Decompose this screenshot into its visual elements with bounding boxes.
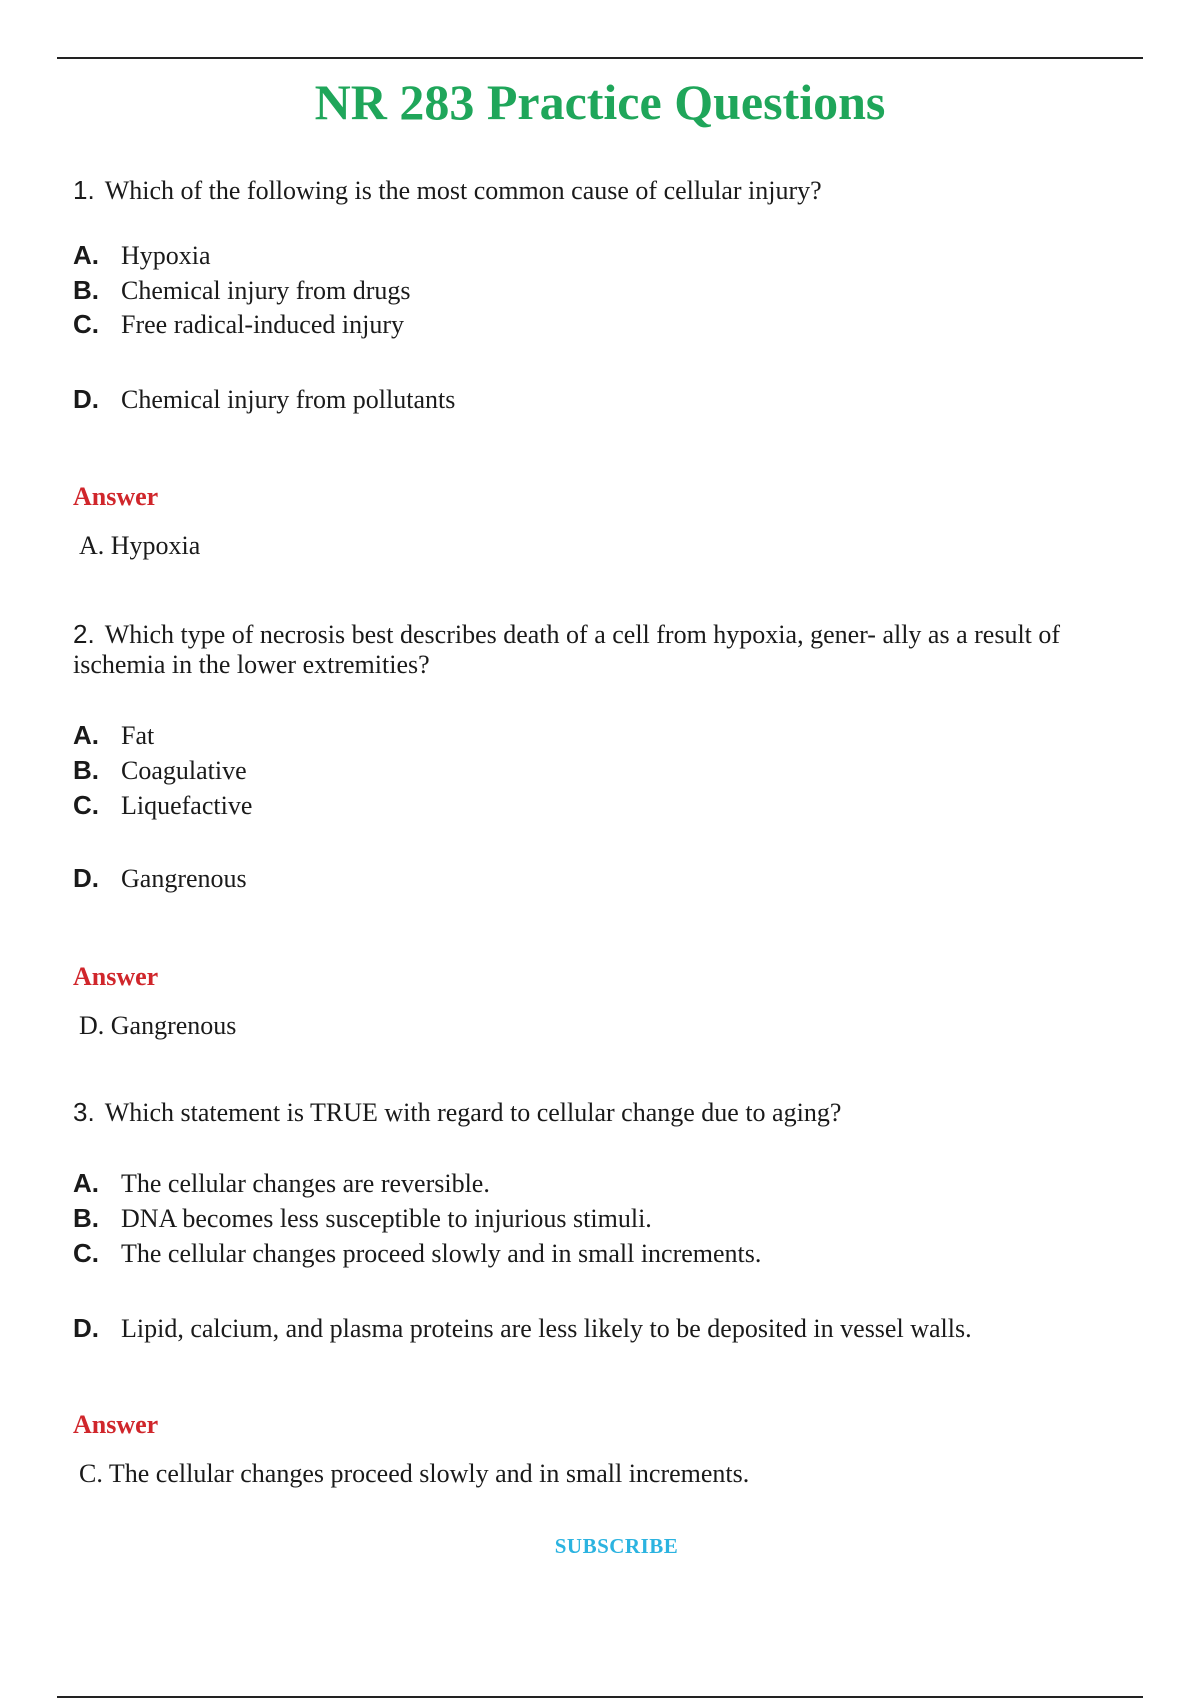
bottom-rule	[57, 1696, 1143, 1698]
question-text: Which of the following is the most common cause of cellular injury?	[104, 176, 822, 205]
option-2b	[73, 755, 247, 786]
option-1a	[73, 240, 211, 271]
option-1b	[73, 275, 411, 306]
option-letter: B.	[73, 275, 99, 305]
answer-label-1: Answer	[73, 482, 159, 511]
option-2d	[73, 863, 247, 894]
option-text: The cellular changes are reversible.	[121, 1169, 490, 1198]
answer-label-2: Answer	[73, 962, 159, 991]
option-letter: C.	[73, 309, 99, 339]
option-letter: A.	[73, 240, 99, 270]
question-text: Which statement is TRUE with regard to cellular change due to aging?	[104, 1098, 842, 1127]
option-letter: D.	[73, 863, 99, 893]
question-1	[73, 175, 1133, 206]
question-number: 3.	[73, 1097, 95, 1127]
question-3	[73, 1097, 1133, 1128]
option-3c	[73, 1238, 761, 1269]
option-text: Chemical injury from pollutants	[121, 385, 456, 414]
option-letter: C.	[73, 1238, 99, 1268]
option-text: DNA becomes less susceptible to injurious stimuli.	[121, 1204, 652, 1233]
option-text: Hypoxia	[121, 241, 211, 270]
option-text: Coagulative	[121, 756, 247, 785]
question-number: 2.	[73, 619, 95, 649]
option-3b	[73, 1203, 652, 1234]
option-text: Fat	[121, 721, 155, 750]
option-text: Liquefactive	[121, 791, 253, 820]
option-text: The cellular changes proceed slowly and in small increments.	[121, 1239, 762, 1268]
option-letter: C.	[73, 790, 99, 820]
option-letter: D.	[73, 384, 99, 414]
question-text: Which type of necrosis best describes death of a cell from hypoxia, gener- ally as a result of ischemia in the lower extremities?	[73, 620, 1061, 679]
option-text: Free radical-induced injury	[121, 310, 404, 339]
option-letter: A.	[73, 720, 99, 750]
question-2	[73, 619, 1133, 680]
option-2a	[73, 720, 154, 751]
option-3d	[73, 1313, 972, 1344]
subscribe-link[interactable]: SUBSCRIBE	[554, 1534, 679, 1558]
option-1c	[73, 309, 404, 340]
page-title: NR 283 Practice Questions	[314, 74, 886, 130]
answer-text-2: D. Gangrenous	[79, 1011, 237, 1040]
answer-label-3: Answer	[73, 1410, 159, 1439]
option-2c	[73, 790, 252, 821]
question-number: 1.	[73, 175, 95, 205]
option-text: Chemical injury from drugs	[121, 276, 411, 305]
option-letter: A.	[73, 1168, 99, 1198]
option-text: Lipid, calcium, and plasma proteins are less likely to be deposited in vessel walls.	[121, 1314, 972, 1343]
answer-text-3: C. The cellular changes proceed slowly and in small increments.	[79, 1459, 750, 1488]
option-letter: D.	[73, 1313, 99, 1343]
answer-text-1: A. Hypoxia	[79, 531, 201, 560]
option-letter: B.	[73, 755, 99, 785]
option-3a	[73, 1168, 490, 1199]
option-1d	[73, 384, 455, 415]
option-letter: B.	[73, 1203, 99, 1233]
option-text: Gangrenous	[121, 864, 247, 893]
top-rule	[57, 57, 1143, 59]
